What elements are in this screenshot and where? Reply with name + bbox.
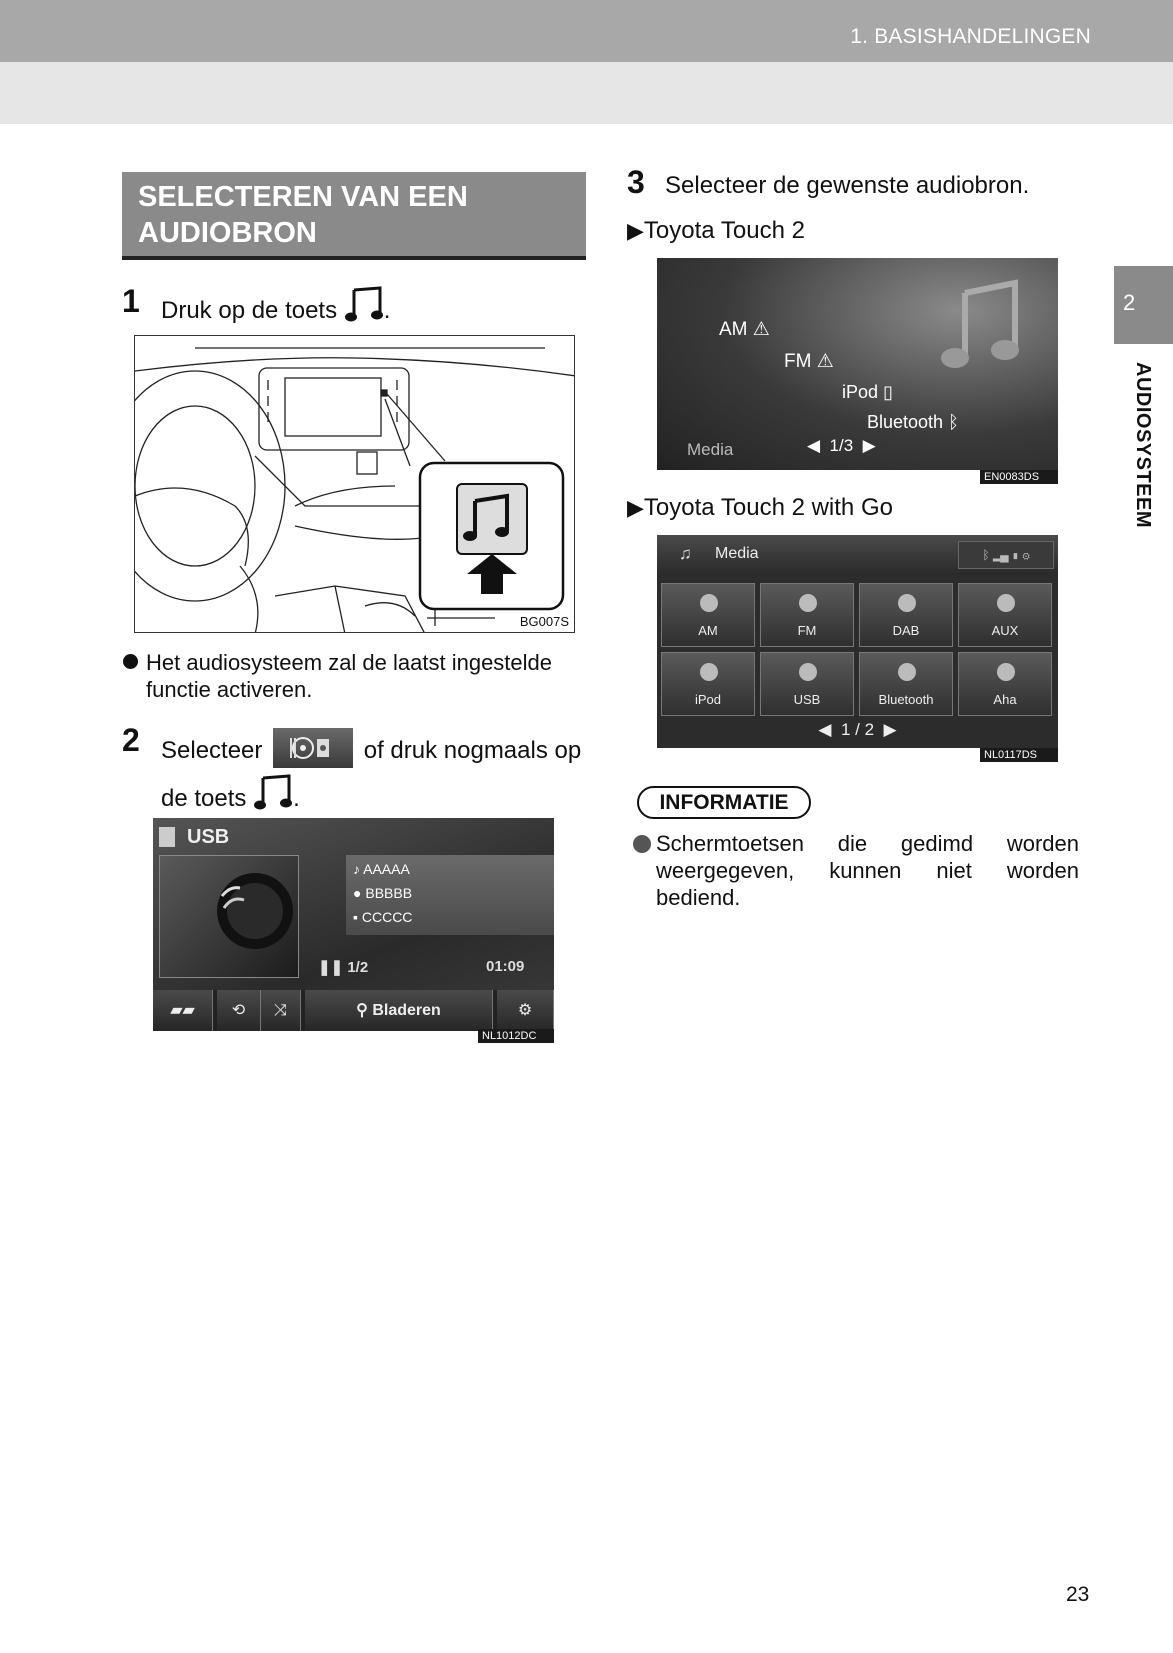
music-note-icon: [937, 278, 1027, 373]
browse-button[interactable]: [305, 990, 493, 1031]
menu-item-am-label: AM: [719, 319, 748, 340]
dashboard-illustration: [135, 336, 575, 633]
radio-icon: [700, 594, 718, 612]
page-number: 23: [1066, 1583, 1090, 1606]
info-bullet-dot: [633, 835, 651, 853]
section-title-box: [122, 172, 586, 260]
touch2go-screen-figure: [657, 535, 1058, 748]
next-page-arrow-icon[interactable]: ▶: [883, 720, 897, 739]
track-time: 01:09: [486, 958, 525, 975]
bluetooth-icon: [898, 663, 916, 681]
aha-icon: [997, 663, 1015, 681]
music-note-icon: [253, 774, 293, 812]
step-3-number: 3: [627, 164, 645, 200]
section-title-line2: AUDIOBRON: [138, 217, 317, 249]
step-3-text: Selecteer de gewenste audiobron.: [665, 172, 1030, 199]
source-tile-label: DAB: [892, 623, 920, 638]
figure-code-touch2go: NL0117DS: [980, 748, 1058, 762]
source-tile-aha[interactable]: [958, 652, 1052, 716]
ipod-icon: [700, 663, 718, 681]
track-artist: BBBBB: [365, 885, 413, 901]
media-footer-label: Media: [687, 440, 734, 459]
prev-page-arrow-icon[interactable]: ◀: [818, 720, 832, 739]
bluetooth-icon: ᛒ: [948, 412, 959, 432]
info-text: Schermtoetsen die gedimd worden weergegeven, kunnen niet worden bediend.: [656, 831, 1079, 910]
step-1-period: .: [383, 297, 391, 324]
shuffle-icon[interactable]: ⤨: [261, 990, 301, 1031]
track-item[interactable]: ● BBBBB: [353, 885, 413, 901]
next-page-arrow-icon[interactable]: ▶: [862, 436, 876, 455]
info-badge: INFORMATIE: [637, 786, 811, 819]
bullet-dot: [123, 654, 138, 669]
menu-item-ipod-label: iPod: [842, 382, 879, 402]
source-tile-fm[interactable]: [760, 583, 854, 647]
music-note-icon: ♫: [679, 544, 692, 563]
bullet-1-line2: functie activeren.: [146, 677, 313, 702]
track-item[interactable]: ▪ CCCCC: [353, 909, 413, 925]
dashboard-figure: [134, 335, 575, 633]
figure-code-touch2: EN0083DS: [980, 470, 1058, 484]
source-tile-am[interactable]: [661, 583, 755, 647]
touch2go-title-bar: [657, 535, 1058, 575]
music-note-icon: [344, 286, 384, 324]
step-2-number: 2: [122, 722, 140, 758]
header-band: [0, 62, 1173, 124]
figure-code-usb: NL1012DC: [478, 1029, 554, 1043]
chapter-tab: 2: [1114, 266, 1173, 344]
source-tile-label: FM: [797, 623, 817, 638]
touch2go-title: Media: [715, 545, 759, 562]
menu-item-fm[interactable]: [784, 350, 834, 373]
step-2-line2-text: de toets: [161, 785, 247, 812]
figure-code-dash: BG007S: [519, 614, 569, 629]
source-button[interactable]: ▰▰: [153, 990, 213, 1031]
step-1-text: [161, 286, 390, 325]
touch2go-heading-text: Toyota Touch 2 with Go: [643, 494, 893, 521]
ipod-icon: ▯: [883, 382, 893, 402]
bullet-1-line1: Het audiosysteem zal de laatst ingestelde: [146, 650, 553, 675]
step-2-label: Selecteer: [161, 737, 263, 764]
source-tile-label: USB: [793, 692, 821, 707]
source-tile-label: AUX: [991, 623, 1019, 638]
antenna-icon: ⚠: [752, 319, 770, 340]
album-art: [159, 855, 299, 978]
page-indicator: 1 / 2: [840, 720, 875, 739]
page-control: [657, 720, 1058, 740]
track-title: AAAAA: [363, 861, 410, 877]
source-tile-ipod[interactable]: [661, 652, 755, 716]
step-2-line1: [161, 728, 581, 768]
source-tile-label: AM: [698, 623, 718, 638]
source-tile-bluetooth[interactable]: [859, 652, 953, 716]
source-tile-usb[interactable]: [760, 652, 854, 716]
usb-screen-figure: [153, 818, 554, 1031]
prev-page-arrow-icon[interactable]: ◀: [807, 436, 821, 455]
radio-icon: [898, 594, 916, 612]
track-position-value: 1/2: [347, 959, 369, 976]
media-source-button-icon: [273, 728, 353, 768]
browse-label: Bladeren: [372, 1002, 441, 1019]
step-2-line2: [161, 774, 300, 813]
chapter-title: 1. BASISHANDELINGEN: [850, 25, 1091, 48]
usb-source-title: USB: [187, 826, 230, 848]
settings-gear-icon[interactable]: ⚙: [497, 990, 554, 1031]
bullet-1: [122, 649, 552, 703]
track-list: [346, 855, 554, 935]
triangle-right-icon: ▶: [627, 218, 644, 243]
touch2-heading-text: Toyota Touch 2: [643, 217, 805, 244]
status-icons: ᛒ ▂▄ ▮ ⚙: [958, 541, 1054, 569]
menu-item-bluetooth-label: Bluetooth: [867, 412, 944, 432]
page-control: [807, 436, 876, 456]
step-2-after: of druk nogmaals op: [363, 737, 582, 764]
step-1-label: Druk op de toets: [161, 297, 338, 324]
source-tile-label: Bluetooth: [878, 692, 934, 707]
source-tile-label: Aha: [993, 692, 1017, 707]
menu-item-ipod[interactable]: [842, 382, 893, 403]
usb-icon: [799, 663, 817, 681]
touch2-screen-figure: [657, 258, 1058, 470]
usb-icon: [159, 827, 175, 847]
menu-item-bluetooth[interactable]: [867, 412, 959, 433]
step-2-period: .: [293, 785, 300, 812]
source-tile-dab[interactable]: [859, 583, 953, 647]
radio-icon: [799, 594, 817, 612]
search-icon: ⚲: [356, 1002, 373, 1019]
antenna-icon: ⚠: [816, 351, 834, 372]
source-tile-aux[interactable]: [958, 583, 1052, 647]
menu-item-fm-label: FM: [784, 351, 812, 372]
touch2go-heading: [627, 494, 893, 522]
section-title-line1: SELECTEREN VAN EEN: [138, 181, 468, 213]
page-indicator: 1/3: [829, 436, 854, 455]
usb-control-bar: [153, 990, 554, 1031]
track-album: CCCCC: [361, 909, 413, 925]
track-item[interactable]: ♪ AAAAA: [353, 861, 410, 877]
triangle-right-icon: ▶: [627, 495, 644, 520]
chapter-side-label: AUDIOSYSTEEM: [1132, 362, 1154, 529]
aux-cable-icon: [997, 594, 1015, 612]
repeat-icon[interactable]: ⟲: [217, 990, 261, 1031]
step-1-number: 1: [122, 283, 140, 319]
menu-item-am[interactable]: [719, 318, 770, 341]
source-tile-label: iPod: [694, 692, 722, 707]
track-position: ❚❚ 1/2: [318, 959, 369, 976]
touch2-heading: [627, 217, 805, 245]
